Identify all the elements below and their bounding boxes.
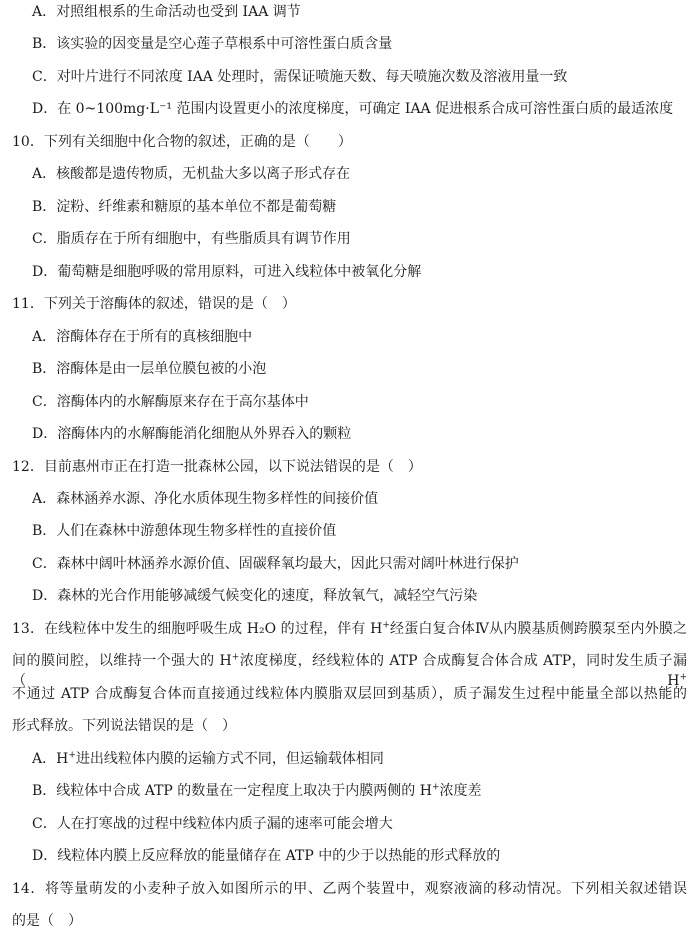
q14-stem-line-1: 14．将等量萌发的小麦种子放入如图所示的甲、乙两个装置中，观察液滴的移动情况。下列相关叙述错误: [12, 881, 687, 897]
q12-option-d: D．森林的光合作用能够减缓气候变化的速度，释放氧气，减轻空气污染: [32, 588, 478, 604]
q14-stem-line-2: 的是（ ）: [12, 913, 82, 929]
q10-option-c: C．脂质存在于所有细胞中，有些脂质具有调节作用: [32, 231, 351, 247]
q13-option-c: C．人在打寒战的过程中线粒体内质子漏的速率可能会增大: [32, 816, 393, 832]
q11-option-d: D．溶酶体内的水解酶能消化细胞从外界吞入的颗粒: [32, 426, 352, 442]
q13-option-b: B．线粒体中合成 ATP 的数量在一定程度上取决于内膜两侧的 H+浓度差: [32, 782, 482, 799]
q13-stem-line-2: 间的膜间腔，以维持一个强大的 H+浓度梯度，经线粒体的 ATP 合成酶复合体合成 ATP，同时发生质子漏（H+: [12, 652, 687, 689]
q9-option-d: D．在 0~100mg·L⁻¹ 范围内设置更小的浓度梯度，可确定 IAA 促进根系合成可溶性蛋白质的最适浓度: [32, 101, 674, 117]
q9-option-c: C．对叶片进行不同浓度 IAA 处理时，需保证喷施天数、每天喷施次数及溶液用量一致: [32, 69, 568, 85]
q12-option-c: C．森林中阔叶林涵养水源价值、固碳释氧均最大，因此只需对阔叶林进行保护: [32, 556, 519, 572]
q13-option-d: D．线粒体内膜上反应释放的能量储存在 ATP 中的少于以热能的形式释放的: [32, 848, 501, 864]
q9-option-a: A．对照组根系的生命活动也受到 IAA 调节: [32, 4, 301, 20]
q12-option-a: A．森林涵养水源、净化水质体现生物多样性的间接价值: [32, 491, 379, 507]
q10-option-d: D．葡萄糖是细胞呼吸的常用原料，可进入线粒体中被氧化分解: [32, 264, 422, 280]
q12-option-b: B．人们在森林中游憩体现生物多样性的直接价值: [32, 523, 337, 539]
q13-stem-line-3: 不通过 ATP 合成酶复合体而直接通过线粒体内膜脂双层回到基质），质子漏发生过程中能量全部以热能的: [12, 686, 687, 702]
q12-stem: 12．目前惠州市正在打造一批森林公园，以下说法错误的是（ ）: [12, 459, 422, 475]
q11-option-c: C．溶酶体内的水解酶原来存在于高尔基体中: [32, 394, 309, 410]
q10-option-a: A．核酸都是遗传物质，无机盐大多以离子形式存在: [32, 166, 351, 182]
q10-stem: 10．下列有关细胞中化合物的叙述，正确的是（ ）: [12, 134, 352, 150]
q10-option-b: B．淀粉、纤维素和糖原的基本单位不都是葡萄糖: [32, 199, 337, 215]
q13-option-a: A．H+进出线粒体内膜的运输方式不同，但运输载体相同: [32, 750, 384, 767]
q13-stem-line-4: 形式释放。下列说法错误的是（ ）: [12, 718, 236, 734]
q11-stem: 11．下列关于溶酶体的叙述，错误的是（ ）: [12, 296, 296, 312]
q11-option-b: B．溶酶体是由一层单位膜包被的小泡: [32, 361, 267, 377]
q13-stem-line-1: 13．在线粒体中发生的细胞呼吸生成 H₂O 的过程，伴有 H+经蛋白复合体Ⅳ从内膜基质侧跨膜泵至内外膜之: [12, 620, 687, 637]
q11-option-a: A．溶酶体存在于所有的真核细胞中: [32, 329, 253, 345]
q9-option-b: B．该实验的因变量是空心莲子草根系中可溶性蛋白质含量: [32, 36, 393, 52]
